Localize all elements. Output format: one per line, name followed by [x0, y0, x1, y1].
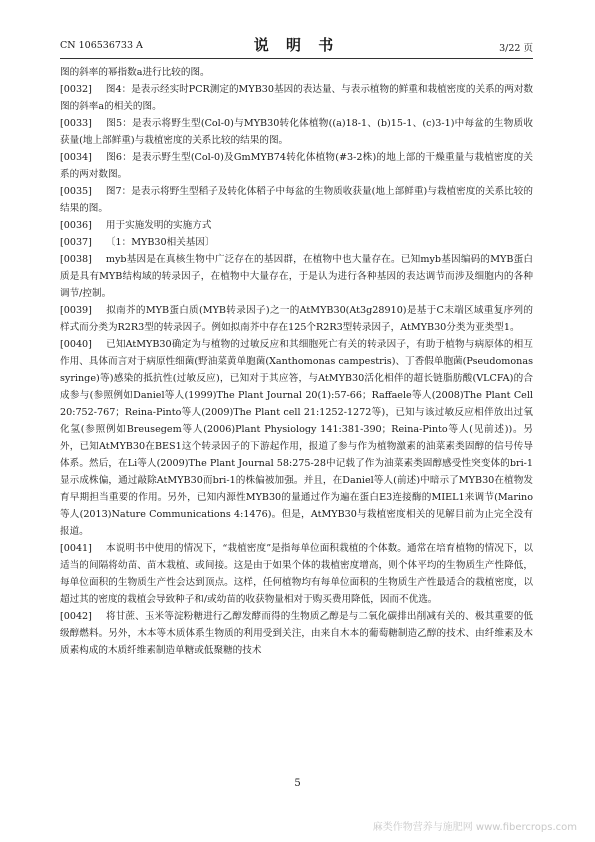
paragraph-text: 用于实施发明的实施方式 — [105, 220, 212, 231]
paragraph-0035 — [60, 183, 533, 217]
paragraph-0033 — [60, 115, 533, 149]
watermark: 麻类作物营养与施肥网 www.fibercrops.com — [372, 822, 577, 833]
paragraph-text: 将甘蔗、玉米等淀粉糖进行乙醇发酵而得的生物质乙醇是与二氧化碳排出削减有关的、极其重要的低级醇燃料。另外，木本等木质体系生物质的利用受到关注，由来自木本的葡萄糖制造乙醇的技术、由纤维素及木质素构成的木质纤维素制造单糖或低聚糖的技术 — [60, 611, 533, 656]
paragraph-text: 图的斜率的幂指数a进行比较的图。 — [60, 67, 210, 78]
paragraph-number: [0036] — [60, 220, 92, 231]
paragraph-number: [0032] — [60, 84, 92, 95]
page-title: 说 明 书 — [253, 36, 340, 54]
paragraph-0040 — [60, 336, 533, 540]
paragraph-text: 图7：是表示将野生型稻子及转化体稻子中每盆的生物质收获量(地上部鲜重)与栽植密度的关系比较的结果的图。 — [60, 186, 533, 214]
paragraph-0042 — [60, 608, 533, 659]
paragraph-text: 已知AtMYB30确定为与植物的过敏反应和其细胞死亡有关的转录因子，有助于植物与病原体的相互作用、具体而言对于病原性细菌(野油菜黄单胞菌(Xanthomonas campestris)、丁香假单胞菌(Pseudomonas syringe)等)感染的抵抗性(过敏反应)，已知对于其应答，与AtMYB30活化相伴的超长链脂肪酸(VLCFA)的合成参与(参照例如Daniel等人(1999)The Plant Journal 20(1):57-66；Raffaele等人(2008)The Plant Cell 20:752-767；Reina-Pinto等人(2009)The Plant cell 21:1252-1272等)，已知与该过敏反应相伴放出过氧化氢(参照例如Breusegem等人(2006)Plant Physiology 141:381-390；Reina-Pinto等人(见前述))。另外，已知AtMYB30在BES1这个转录因子的下游起作用，报道了参与作为植物激素的油菜素类固醇的信号传导体系。然后，在Li等人(2009)The Plant Journal 58:275-28中记载了作为油菜素类固醇感受性突变体的bri-1显示成株偏，通过敲除AtMYB30而bri-1的株偏被加强。并且，在Daniel等人(前述)中暗示了MYB30在植物发育早期担当重要的作用。另外，已知内源性MYB30的量通过作为遍在蛋白E3连接酶的MIEL1来调节(Marino等人(2013)Nature Communications 4:1476)。但是，AtMYB30与栽植密度相关的见解目前为止完全没有报道。 — [60, 339, 533, 537]
paragraph-number: [0040] — [60, 339, 92, 350]
paragraph-continuation — [60, 64, 533, 81]
document-body — [60, 64, 533, 659]
paragraph-text: 图5：是表示将野生型(Col-0)与MYB30转化体植物((a)18-1、(b)15-1、(c)3-1)中每盆的生物质收获量(地上部鲜重)与栽植密度的关系比较的结果的图。 — [60, 118, 533, 146]
paragraph-number: [0037] — [60, 237, 92, 248]
paragraph-text: myb基因是在真核生物中广泛存在的基因群，在植物中也大量存在。已知myb基因编码的MYB蛋白质是具有MYB结构域的转录因子，在植物中大量存在，于是认为进行各种基因的表达调节而涉及细胞内的各种调节/控制。 — [60, 254, 533, 299]
paragraph-text: 拟南芥的MYB蛋白质(MYB转录因子)之一的AtMYB30(At3g28910)是基于C末端区域重复序列的样式而分类为R2R3型的转录因子。例如拟南芥中存在125个R2R3型转录因子，AtMYB30分类为亚类型1。 — [60, 305, 533, 333]
page-header — [60, 32, 533, 58]
paragraph-text: 本说明书中使用的情况下，“栽植密度”是指每单位面积栽植的个体数。通常在培育植物的情况下，以适当的间隔将幼苗、苗木栽植、或间接。这是由于如果个体的栽植密度增高，则个体平均的生物质生产性降低，每单位面积的生物质生产性会达到顶点。这样，任何植物均有每单位面积的生物质生产性最适合的栽植密度，以超过其的密度的栽植会导致种子和/或幼苗的收获物量相对于购买费用降低，因而不优选。 — [60, 543, 533, 605]
paragraph-number: [0039] — [60, 305, 92, 316]
document-number: CN 106536733 A — [60, 40, 143, 51]
paragraph-0034 — [60, 149, 533, 183]
paragraph-text: 〔1：MYB30相关基因〕 — [105, 237, 215, 248]
paragraph-0038 — [60, 251, 533, 302]
page-indicator: 3/22 页 — [499, 43, 533, 54]
page-number: 5 — [294, 778, 301, 789]
paragraph-0039 — [60, 302, 533, 336]
paragraph-number: [0038] — [60, 254, 92, 265]
paragraph-0037 — [60, 234, 533, 251]
paragraph-number: [0035] — [60, 186, 92, 197]
paragraph-0041 — [60, 540, 533, 608]
paragraph-number: [0033] — [60, 118, 92, 129]
paragraph-0032 — [60, 81, 533, 115]
paragraph-text: 图4：是表示经实时PCR测定的MYB30基因的表达量、与表示植物的鲜重和栽植密度的关系的两对数图的斜率a的相关的图。 — [60, 84, 534, 112]
header-rule — [60, 58, 533, 59]
paragraph-number: [0042] — [60, 611, 92, 622]
paragraph-0036 — [60, 217, 533, 234]
paragraph-number: [0034] — [60, 152, 92, 163]
paragraph-text: 图6：是表示野生型(Col-0)及GmMYB74转化体植物(#3-2株)的地上部的干燥重量与栽植密度的关系的两对数图。 — [60, 152, 533, 180]
paragraph-number: [0041] — [60, 543, 92, 554]
